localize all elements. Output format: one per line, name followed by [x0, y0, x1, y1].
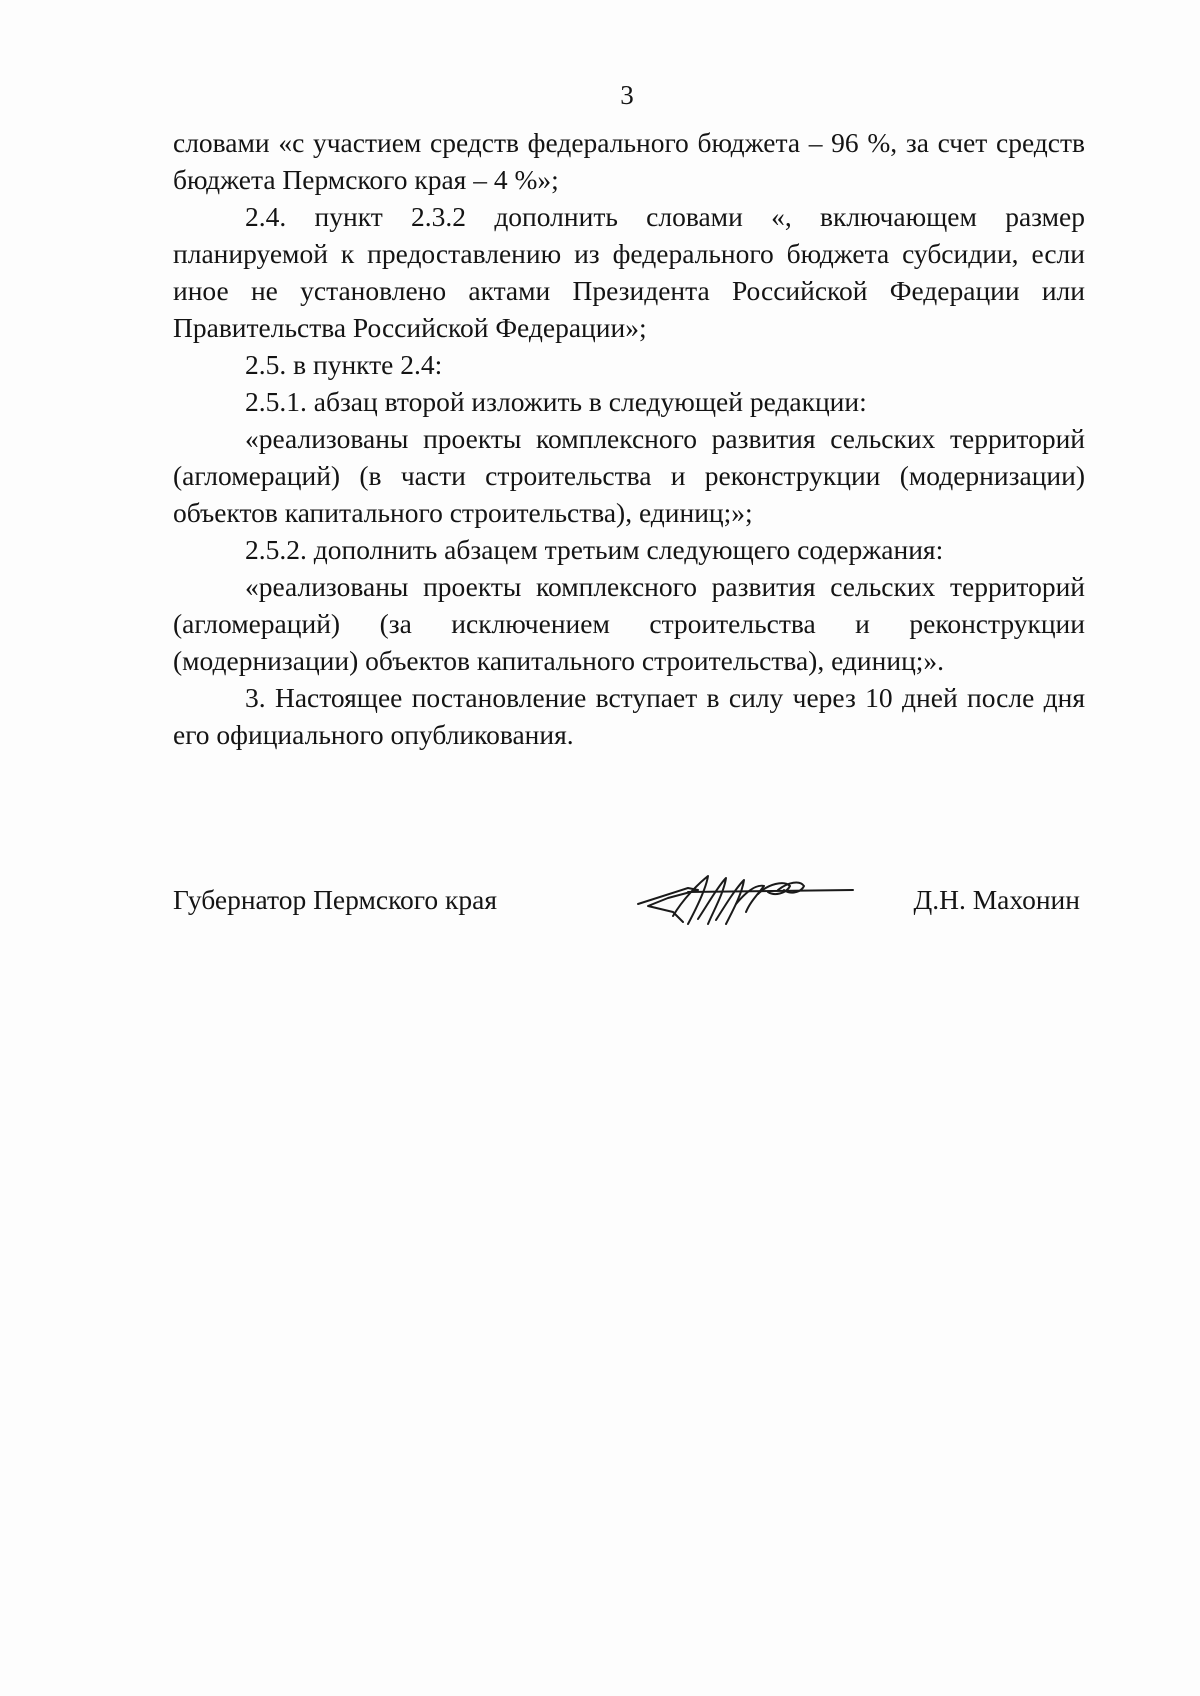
- signature-block: [173, 878, 1085, 918]
- signatory-name: Д.Н. Махонин: [913, 884, 1080, 915]
- paragraph-2-5-1: 2.5.1. абзац второй изложить в следующей редакции:: [245, 386, 867, 417]
- paragraph-2-4: 2.4. пункт 2.3.2 дополнить словами «, включающем размер планируемой к предоставлению из федерального бюджета субсидии, если иное не установлено актами Президента Российской Федерации или Правительства Российской Федерации»;: [173, 201, 1085, 343]
- paragraph-2-5-2-quote: «реализованы проекты комплексного развития сельских территорий (агломераций) (за исключением строительства и реконструкции (модернизации) объектов капитального строительства), единиц;».: [173, 571, 1085, 676]
- page-number: 3: [620, 80, 634, 110]
- handwritten-signature: [628, 864, 858, 934]
- document-body: [173, 124, 1085, 753]
- paragraph-2-5-2: 2.5.2. дополнить абзацем третьим следующего содержания:: [245, 534, 944, 565]
- paragraph-2-5-1-quote: «реализованы проекты комплексного развития сельских территорий (агломераций) (в части строительства и реконструкции (модернизации) объектов капитального строительства), единиц;»;: [173, 423, 1085, 528]
- paragraph-2-5: 2.5. в пункте 2.4:: [245, 349, 443, 380]
- paragraph-3: 3. Настоящее постановление вступает в силу через 10 дней после дня его официального опубликования.: [173, 682, 1085, 750]
- signatory-title: Губернатор Пермского края: [173, 884, 497, 915]
- paragraph-continuation: словами «с участием средств федерального бюджета – 96 %, за счет средств бюджета Пермского края – 4 %»;: [173, 127, 1085, 195]
